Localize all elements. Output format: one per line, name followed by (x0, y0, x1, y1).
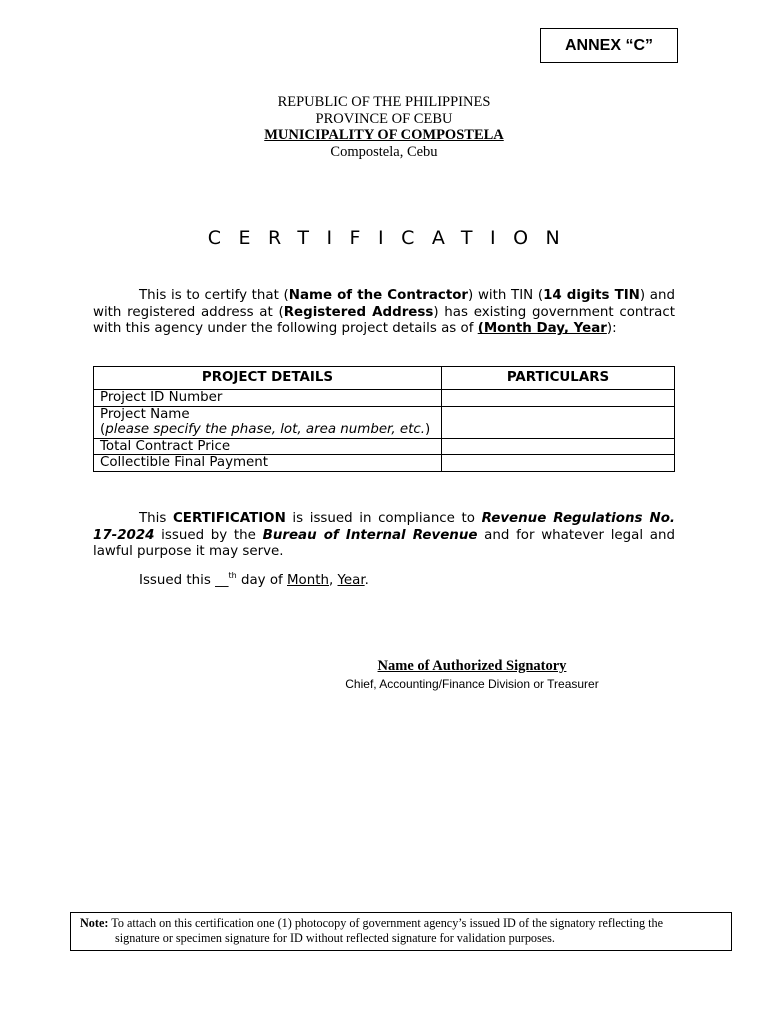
project-name-note: please specify the phase, lot, area number, etc. (105, 422, 425, 438)
para1-text-4: ) has existing government contract with this agency under the following project details as of (93, 304, 675, 337)
para2-text-3: issued by the (154, 527, 263, 543)
table-row (94, 438, 675, 455)
row-total-contract-price: Total Contract Price (94, 438, 442, 455)
header-particulars: PARTICULARS (442, 367, 675, 390)
certification-word: CERTIFICATION (172, 511, 286, 526)
issued-date-line (139, 571, 639, 588)
issued-month: Month (287, 573, 329, 588)
table-header-row (94, 367, 675, 390)
header-municipality: MUNICIPALITY OF COMPOSTELA (264, 127, 504, 144)
note-box (70, 912, 732, 951)
header-project-details: PROJECT DETAILS (94, 367, 442, 390)
row-collectible-final-payment: Collectible Final Payment (94, 455, 442, 472)
issued-comma: , (328, 573, 338, 588)
para1-text-5: ): (606, 321, 617, 337)
header-location: Compostela, Cebu (330, 144, 438, 161)
para1-text-1: This is to certify that ( (139, 288, 289, 303)
value-project-id[interactable] (442, 390, 675, 407)
row-project-name (94, 406, 442, 438)
row-project-id: Project ID Number (94, 390, 442, 407)
compliance-paragraph (93, 511, 675, 561)
note-paren-close: ) (424, 422, 431, 438)
para1-text-3: ) and with registered address at ( (93, 288, 675, 320)
tin-placeholder: 14 digits TIN (543, 288, 640, 303)
header-republic: REPUBLIC OF THE PHILIPPINES (277, 94, 491, 110)
date-placeholder: (Month Day, Year (477, 321, 607, 337)
value-total-contract-price[interactable] (442, 438, 675, 455)
signatory-name: Name of Authorized Signatory (377, 658, 567, 674)
signatory-block (300, 658, 644, 691)
revenue-regulation: Revenue Regulations No. 17-2024 (93, 511, 675, 543)
issued-text-2: day of (236, 573, 287, 588)
project-details-table (93, 366, 675, 472)
project-name-label: Project Name (100, 406, 190, 422)
para2-text-1: This (139, 511, 173, 526)
value-project-name[interactable] (442, 406, 675, 438)
address-placeholder: Registered Address (283, 304, 434, 320)
header-province: PROVINCE OF CEBU (315, 110, 453, 127)
value-collectible-final-payment[interactable] (442, 455, 675, 472)
note-paren-open: ( (100, 422, 106, 438)
para1-text-2: ) with TIN ( (468, 288, 544, 303)
certification-paragraph (93, 288, 675, 338)
issued-text-1: Issued this __ (139, 573, 229, 588)
table-row (94, 406, 675, 438)
issued-year: Year (337, 573, 365, 588)
contractor-placeholder: Name of the Contractor (288, 288, 469, 303)
letterhead (0, 94, 768, 161)
annex-label: ANNEX “C” (540, 28, 678, 63)
signatory-position: Chief, Accounting/Finance Division or Treasurer (345, 677, 599, 691)
issued-day-suffix: th (228, 571, 237, 580)
document-title: CERTIFICATION (207, 227, 578, 249)
para2-text-2: is issued in compliance to (285, 511, 482, 526)
issued-period: . (364, 573, 369, 588)
note-label: Note: (80, 916, 109, 930)
bir-name: Bureau of Internal Revenue (262, 527, 478, 543)
note-line-1: To attach on this certification one (1) photocopy of government agency’s issued ID of the signatory reflecting the (108, 916, 664, 930)
note-line-2: signature or specimen signature for ID without reflected signature for validation purposes. (115, 930, 555, 945)
table-row (94, 455, 675, 472)
table-row (94, 390, 675, 407)
para2-text-4: and for whatever legal and lawful purpose it may serve. (93, 527, 676, 560)
